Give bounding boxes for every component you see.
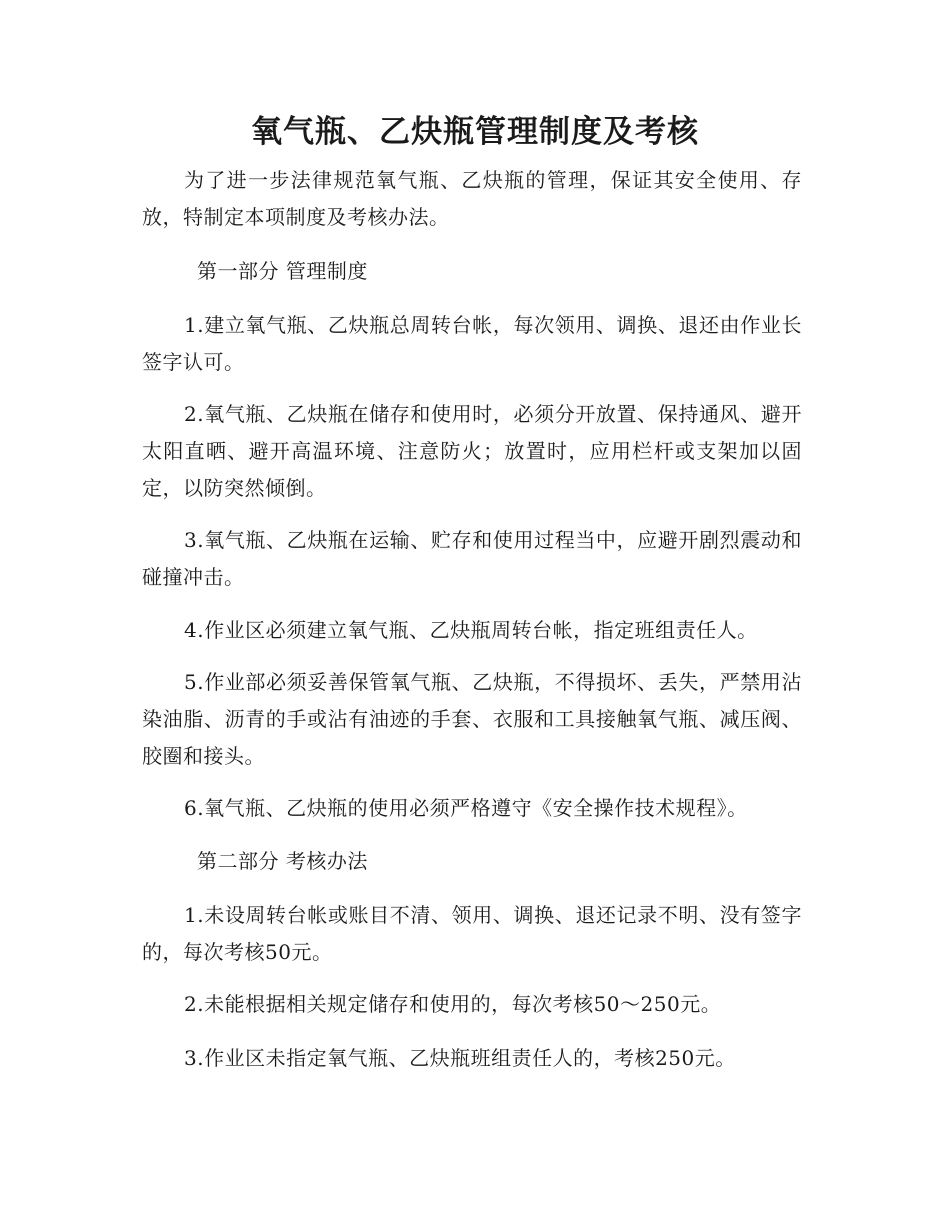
section-heading-management: 第一部分 管理制度 — [197, 259, 368, 283]
assessment-item-2: 2.未能根据相关规定储存和使用的，每次考核50～250元。 — [184, 992, 722, 1016]
document-title: 氧气瓶、乙炔瓶管理制度及考核 — [251, 114, 699, 150]
management-item-2: 2.氧气瓶、乙炔瓶在储存和使用时，必须分开放置、保持通风、避开太阳直晒、避开高温环境、注意防火；放置时，应用栏杆或支架加以固定，以防突然倾倒。 — [142, 402, 802, 500]
management-item-3: 3.氧气瓶、乙炔瓶在运输、贮存和使用过程当中，应避开剧烈震动和碰撞冲击。 — [142, 528, 802, 589]
management-item-6: 6.氧气瓶、乙炔瓶的使用必须严格遵守《安全操作技术规程》。 — [184, 796, 748, 820]
management-item-5: 5.作业部必须妥善保管氧气瓶、乙炔瓶，不得损坏、丢失，严禁用沾染油脂、沥青的手或沾有油迹的手套、衣服和工具接触氧气瓶、减压阀、胶圈和接头。 — [142, 670, 802, 768]
section-heading-assessment: 第二部分 考核办法 — [197, 849, 368, 873]
assessment-item-1: 1.未设周转台帐或账目不清、领用、调换、退还记录不明、没有签字的，每次考核50元。 — [142, 903, 802, 964]
management-item-1: 1.建立氧气瓶、乙炔瓶总周转台帐，每次领用、调换、退还由作业长签字认可。 — [142, 313, 802, 374]
assessment-item-3: 3.作业区未指定氧气瓶、乙炔瓶班组责任人的，考核250元。 — [184, 1046, 736, 1070]
intro-paragraph: 为了进一步法律规范氧气瓶、乙炔瓶的管理，保证其安全使用、存放，特制定本项制度及考核办法。 — [142, 168, 802, 229]
management-item-4: 4.作业区必须建立氧气瓶、乙炔瓶周转台帐，指定班组责任人。 — [184, 618, 758, 642]
